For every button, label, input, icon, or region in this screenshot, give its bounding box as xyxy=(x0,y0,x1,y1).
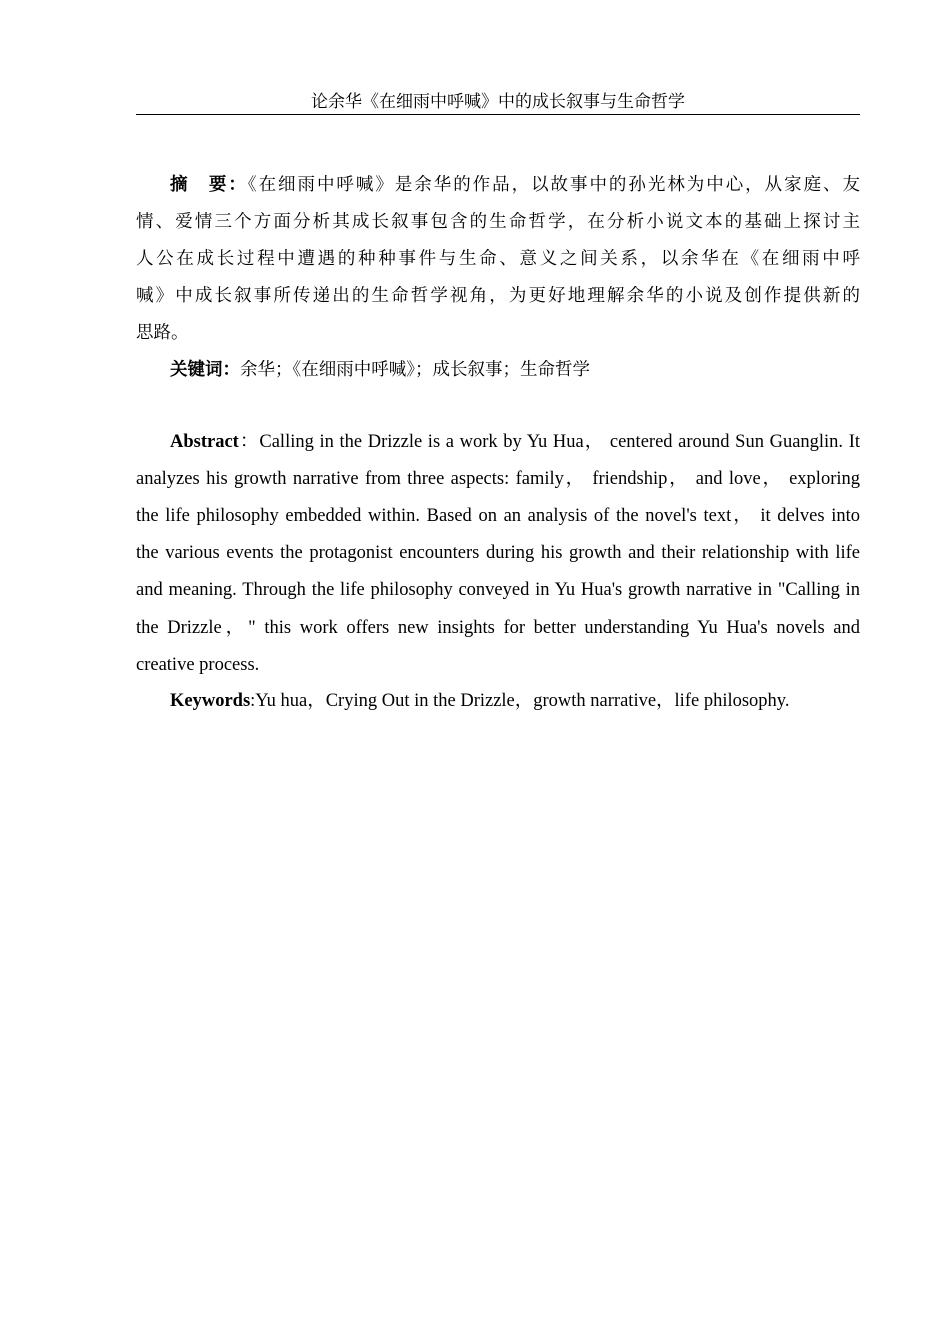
abstract-cn-label: 摘 要： xyxy=(170,175,248,195)
abstract-en-text: Calling in the Drizzle is a work by Yu Hua， centered around Sun Guanglin. It xyxy=(259,432,860,452)
abstract-cn-line: 思路。 xyxy=(136,323,189,343)
page-header xyxy=(136,90,860,115)
abstract-en-line: the life philosophy embedded within. Based on an analysis of the novel's text， it delves into xyxy=(136,506,860,526)
header-title: 论余华《在细雨中呼喊》中的成长叙事与生命哲学 xyxy=(311,92,685,112)
abstract-en-line: the Drizzle，" this work offers new insights for better understanding Yu Hua's novels and xyxy=(136,618,860,638)
abstract-cn-line: 人公在成长过程中遭遇的种种事件与生命、意义之间关系，以余华在《在细雨中呼 xyxy=(136,249,860,269)
abstract-en-line xyxy=(170,427,860,457)
abstract-en-colon: ： xyxy=(238,432,260,452)
keywords-en-text: :Yu hua，Crying Out in the Drizzle，growth narrative，life philosophy. xyxy=(250,691,790,711)
abstract-cn-text: 《在细雨中呼喊》是余华的作品，以故事中的孙光林为中心，从家庭、友 xyxy=(247,175,860,195)
abstract-en-line: the various events the protagonist encounters during his growth and their relationship with life xyxy=(136,543,860,563)
keywords-cn-label: 关键词： xyxy=(170,360,240,380)
abstract-en-line: creative process. xyxy=(136,655,260,675)
abstract-cn-line xyxy=(170,170,860,200)
abstract-cn-line: 情、爱情三个方面分析其成长叙事包含的生命哲学，在分析小说文本的基础上探讨主 xyxy=(136,212,860,232)
keywords-en xyxy=(170,686,860,716)
abstract-en-label: Abstract xyxy=(170,432,239,452)
abstract-en-line: analyzes his growth narrative from three aspects: family， friendship， and love， exploring xyxy=(136,469,860,489)
keywords-cn-text: 余华；《在细雨中呼喊》；成长叙事；生命哲学 xyxy=(240,360,590,380)
keywords-en-label: Keywords xyxy=(170,691,251,711)
abstract-en-line: and meaning. Through the life philosophy conveyed in Yu Hua's growth narrative in "Calling in xyxy=(136,580,860,600)
abstract-cn-line: 喊》中成长叙事所传递出的生命哲学视角，为更好地理解余华的小说及创作提供新的 xyxy=(136,286,860,306)
keywords-cn xyxy=(170,355,860,385)
